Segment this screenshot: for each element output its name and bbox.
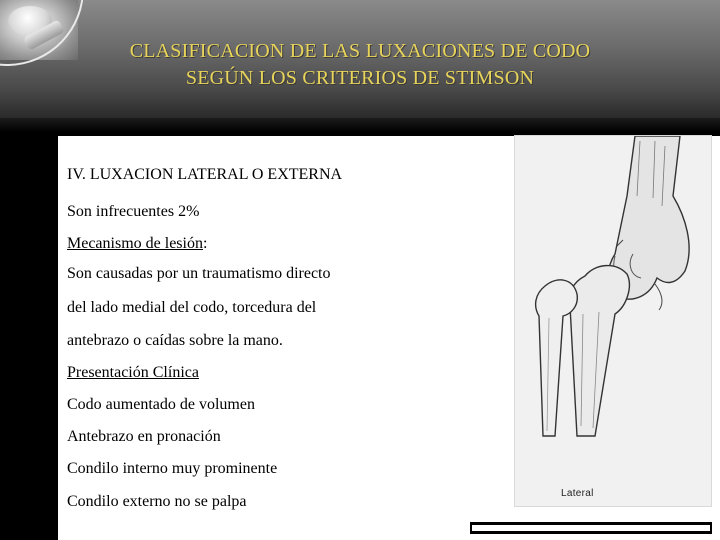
bottom-decoration-bar xyxy=(470,522,712,534)
text-line-frequency: Son infrecuentes 2% xyxy=(67,203,200,220)
text-line-mechanism xyxy=(67,235,207,253)
figure-caption: Lateral xyxy=(561,488,594,499)
slide-title xyxy=(20,38,700,92)
text-line-cause-2: del lado medial del codo, torcedura del xyxy=(67,299,317,316)
text-line-cause-3: antebrazo o caídas sobre la mano. xyxy=(67,332,283,349)
text-line-cause-1: Son causadas por un traumatismo directo xyxy=(67,265,331,282)
text-line-swelling: Codo aumentado de volumen xyxy=(67,396,255,413)
slide-title-line-2: SEGÚN LOS CRITERIOS DE STIMSON xyxy=(185,67,535,89)
mechanism-colon: : xyxy=(202,235,208,252)
header-shadow xyxy=(0,118,720,132)
clinical-heading: Presentación Clínica xyxy=(67,364,199,381)
section-heading: IV. LUXACION LATERAL O EXTERNA xyxy=(67,166,343,183)
text-line-internal-condyle: Condilo interno muy prominente xyxy=(67,460,278,477)
elbow-bone-drawing xyxy=(515,136,711,506)
bottom-decoration-bar-inner xyxy=(472,525,710,531)
text-line-external-condyle: Condilo externo no se palpa xyxy=(67,493,247,510)
slide-title-line-1: CLASIFICACION DE LAS LUXACIONES DE CODO xyxy=(129,40,591,62)
text-line-pronation: Antebrazo en pronación xyxy=(67,428,221,445)
mechanism-label: Mecanismo de lesión xyxy=(67,235,203,252)
elbow-illustration xyxy=(514,135,712,507)
